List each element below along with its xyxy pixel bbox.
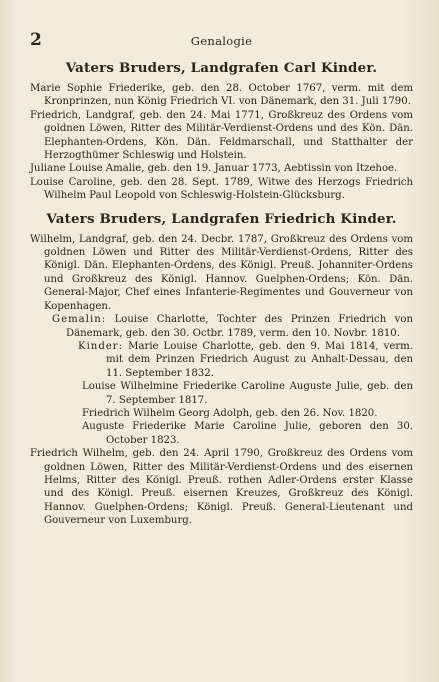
page-header [30,30,413,52]
entry-kind-friedrich: Friedrich Wilhelm Georg Adolph, geb. den 26. Nov. 1820. [82,407,378,419]
page-number: 2 [30,30,42,50]
entry-louise-caroline: Louise Caroline, geb. den 28. Sept. 1789, Witwe des Herzogs Friedrich Wilhelm Paul Leopold von Schleswig-Holstein-Glücksburg. [30,176,413,202]
entry-juliane: Juliane Louise Amalie, geb. den 19. Januar 1773, Aebtissin von Itzehoe. [30,163,398,175]
section-heading-carl: Vaters Bruders, Landgrafen Carl Kinder. [65,60,378,76]
entry-marie-sophie: Marie Sophie Friederike, geb. den 28. October 1767, verm. mit dem Kronprinzen, nun König Friedrich VI. von Dänemark, den 31. Juli 1790. [30,83,413,108]
entry-friedrich-landgraf: Friedrich, Landgraf, geb. den 24. Mai 1771, Großkreuz des Ordens vom goldnen Löwen, Ritter des Militär-Verdienst-Ordens und des Kön. Dän. Elephanten-Ordens, Kön. Dän. Feldmarschall, und Statthalter der Herzogthümer Schleswig und Holstein. [30,109,413,162]
entry-kind-auguste: Auguste Friederike Marie Caroline Julie, geboren den 30. October 1823. [82,421,413,446]
entry-wilhelm: Wilhelm, Landgraf, geb. den 24. Decbr. 1787, Großkreuz des Ordens vom goldnen Löwen und Ritter des Militär-Verdienst-Ordens, Ritter des Königl. Dän. Elephanten-Ordens, des Königl. Preuß. Johanniter-Ordens und Großkreuz des Königl. Hannov. Guelphen-Ordens; Kön. Dän. General-Major, Chef eines Infanterie-Regimentes und Gouverneur von Kopenhagen. [30,233,413,312]
entry-kinder [30,340,413,380]
entry-kind-louise: Louise Wilhelmine Friederike Caroline Auguste Julie, geb. den 7. September 1817. [82,381,413,406]
kinder-label: Kinder: [78,340,124,352]
kinder-first: Marie Louise Charlotte, geb. den 9. Mai 1814, verm. mit dem Prinzen Friedrich August zu Anhalt-Dessau, den 11. September 1832. [106,340,413,379]
entry-friedrich-wilhelm: Friedrich Wilhelm, geb. den 24. April 1790, Großkreuz des Ordens vom goldnen Löwen, Ritter des Militär-Verdienst-Ordens und des eisernen Helms, Ritter des Königl. Preuß. rothen Adler-Ordens erster Klasse und des Königl. Preuß. eisernen Kreuzes, Großkreuz des Königl. Hannov. Guelphen-Ordens; Königl. Preuß. General-Lieutenant und Gouverneur von Luxemburg. [30,448,413,527]
gemahlin-text: Louise Charlotte, Tochter des Prinzen Friedrich von Dänemark, geb. den 30. Octbr. 1789, verm. den 10. Novbr. 1810. [66,314,414,339]
running-title: Genalogie [190,34,253,48]
section-heading-friedrich: Vaters Bruders, Landgrafen Friedrich Kinder. [46,210,397,227]
entry-gemahlin [30,313,413,340]
gemahlin-label: Gemalin: [52,314,107,326]
